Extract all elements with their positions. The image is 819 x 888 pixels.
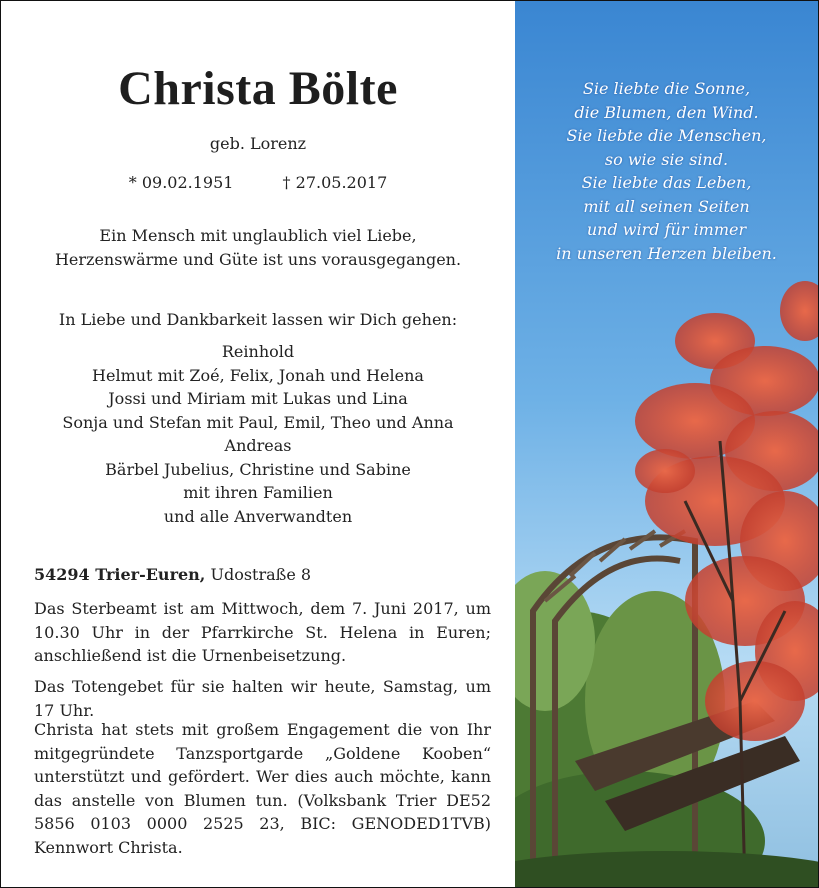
mourner-line: Andreas xyxy=(224,436,292,455)
address-city: 54294 Trier-Euren, xyxy=(34,565,206,584)
mourner-line: Helmut mit Zoé, Felix, Jonah und Helena xyxy=(92,365,424,385)
poem-line: so wie sie sind. xyxy=(604,149,729,169)
poem xyxy=(515,77,818,265)
notice-text-panel xyxy=(1,1,515,887)
life-dates xyxy=(1,173,515,192)
birth-date: * 09.02.1951 xyxy=(128,173,234,192)
birth-name: geb. Lorenz xyxy=(209,134,307,153)
mourner-line: Reinhold xyxy=(221,342,295,361)
donation-paragraph: Christa hat stets mit großem Engagement die von Ihr mitgegründete Tanzsportgarde „Goldene Kooben“ unterstützt und gefördert. Wer dies auch möchte, kann das anstelle von Blumen tun. (Volksbank Trier DE52 5856 0103 0000 2525 23, BIC: GENODED1TVB) Kennwort Christa. xyxy=(34,720,491,857)
poem-line: Sie liebte die Sonne, xyxy=(582,79,751,98)
garden-photo xyxy=(515,1,818,887)
mourner-line: und alle Anverwandten xyxy=(163,506,353,526)
mourner-line: Bärbel Jubelius, Christine und Sabine xyxy=(105,459,411,479)
death-date: † 27.05.2017 xyxy=(282,173,388,192)
poem-line: mit all seinen Seiten xyxy=(583,196,750,216)
mourner-line: mit ihren Familien xyxy=(183,483,333,502)
mourner-line: Sonja und Stefan mit Paul, Emil, Theo und Anna xyxy=(62,412,454,432)
address xyxy=(34,563,491,587)
tribute-line: Ein Mensch mit unglaublich viel Liebe, xyxy=(99,226,417,245)
mourners-list xyxy=(1,340,515,528)
poem-line: in unseren Herzen bleiben. xyxy=(556,243,777,263)
poem-line: die Blumen, den Wind. xyxy=(574,102,759,122)
mourner-line: Jossi und Miriam mit Lukas und Lina xyxy=(108,389,408,408)
address-street: Udostraße 8 xyxy=(205,565,312,584)
tribute-line: Herzenswärme und Güte ist uns vorausgegangen. xyxy=(54,249,462,269)
poem-line: Sie liebte das Leben, xyxy=(581,173,752,192)
funeral-mass-paragraph: Das Sterbeamt ist am Mittwoch, dem 7. Juni 2017, um 10.30 Uhr in der Pfarrkirche St. Helena in Euren; anschließend ist die Urnenbeisetzung. xyxy=(34,599,491,665)
farewell-line: In Liebe und Dankbarkeit lassen wir Dich gehen: xyxy=(58,310,458,329)
prayer-paragraph: Das Totengebet für sie halten wir heute, Samstag, um 17 Uhr. xyxy=(34,677,491,720)
poem-line: Sie liebte die Menschen, xyxy=(566,126,767,145)
poem-line: und wird für immer xyxy=(586,220,747,239)
deceased-name: Christa Bölte xyxy=(118,62,398,115)
tribute-text xyxy=(1,224,515,271)
